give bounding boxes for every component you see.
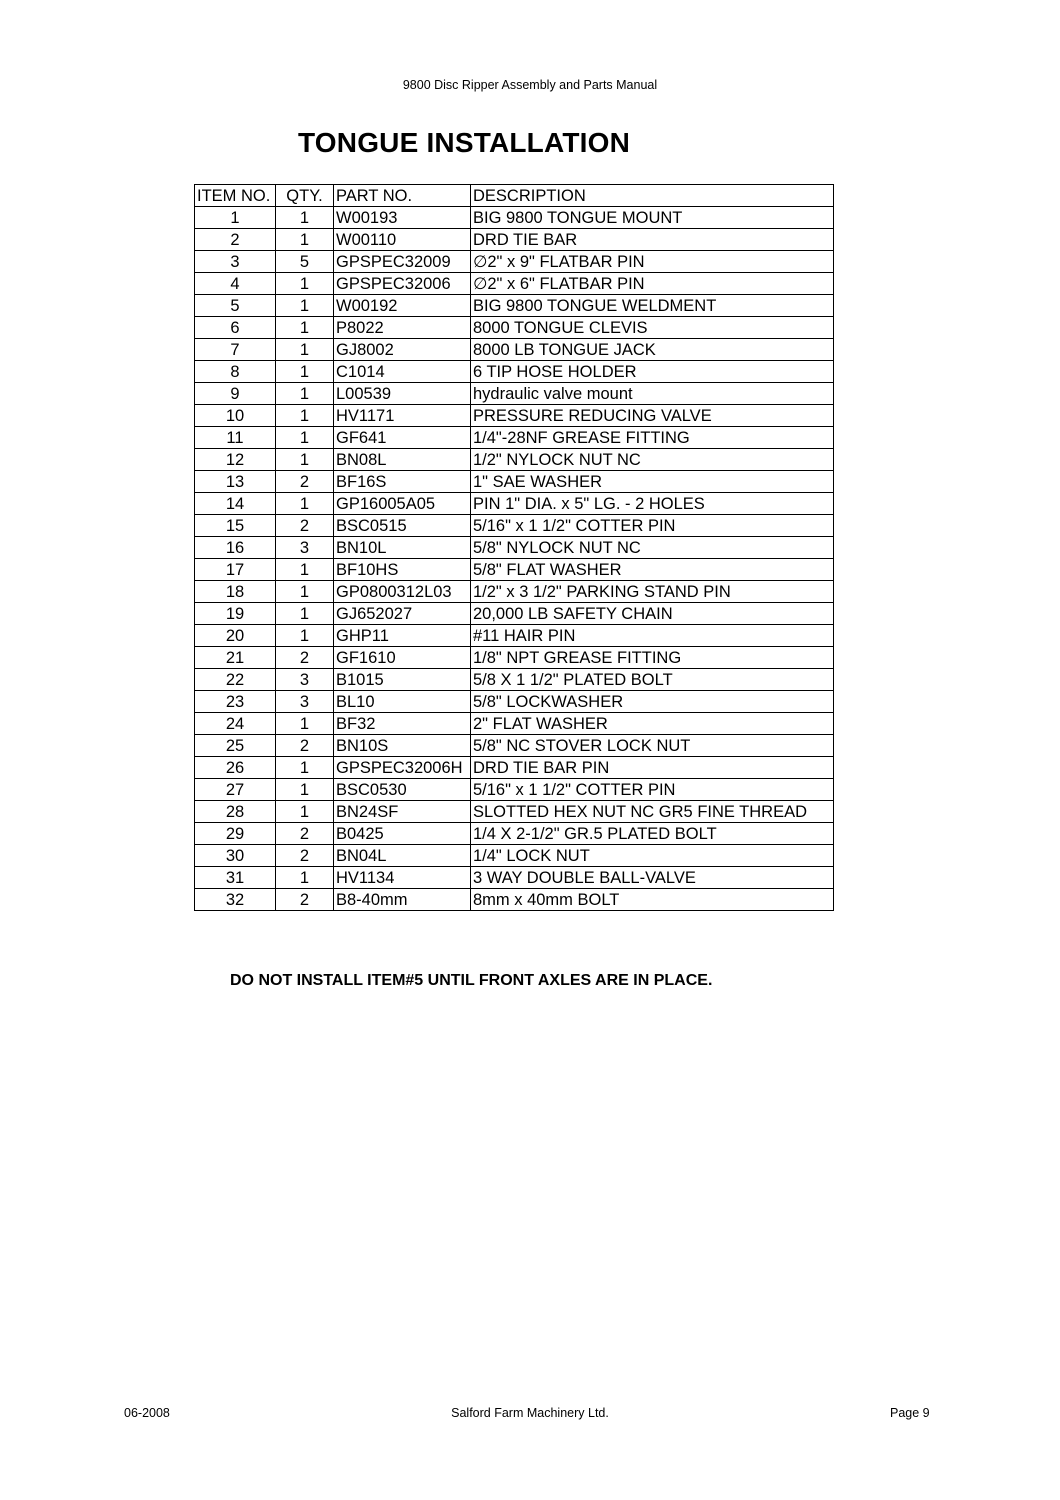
qty-cell: 2 (276, 471, 334, 493)
description-cell: PIN 1" DIA. x 5" LG. - 2 HOLES (471, 493, 834, 515)
table-row (195, 515, 834, 537)
part-no-cell: GP0800312L03 (334, 581, 471, 603)
description-cell: 5/8" FLAT WASHER (471, 559, 834, 581)
column-header-part-no: PART NO. (334, 185, 471, 207)
table-row (195, 559, 834, 581)
description-cell: 1/4 X 2-1/2" GR.5 PLATED BOLT (471, 823, 834, 845)
qty-cell: 3 (276, 691, 334, 713)
part-no-cell: GJ652027 (334, 603, 471, 625)
item-no-cell: 20 (195, 625, 276, 647)
part-no-cell: W00110 (334, 229, 471, 251)
table-row (195, 779, 834, 801)
item-no-cell: 5 (195, 295, 276, 317)
table-row (195, 405, 834, 427)
description-cell: #11 HAIR PIN (471, 625, 834, 647)
qty-cell: 1 (276, 339, 334, 361)
part-no-cell: BF10HS (334, 559, 471, 581)
item-no-cell: 30 (195, 845, 276, 867)
qty-cell: 1 (276, 383, 334, 405)
description-cell: 1/4"-28NF GREASE FITTING (471, 427, 834, 449)
part-no-cell: GPSPEC32006 (334, 273, 471, 295)
table-row (195, 669, 834, 691)
part-no-cell: GF1610 (334, 647, 471, 669)
table-row (195, 691, 834, 713)
description-cell: SLOTTED HEX NUT NC GR5 FINE THREAD (471, 801, 834, 823)
footer-date: 06-2008 (124, 1406, 170, 1420)
qty-cell: 2 (276, 845, 334, 867)
item-no-cell: 9 (195, 383, 276, 405)
item-no-cell: 19 (195, 603, 276, 625)
qty-cell: 2 (276, 889, 334, 911)
part-no-cell: BSC0515 (334, 515, 471, 537)
description-cell: 1/4" LOCK NUT (471, 845, 834, 867)
qty-cell: 5 (276, 251, 334, 273)
description-cell: 5/8 X 1 1/2" PLATED BOLT (471, 669, 834, 691)
part-no-cell: GPSPEC32009 (334, 251, 471, 273)
item-no-cell: 28 (195, 801, 276, 823)
qty-cell: 3 (276, 669, 334, 691)
item-no-cell: 1 (195, 207, 276, 229)
description-cell: BIG 9800 TONGUE MOUNT (471, 207, 834, 229)
description-cell: 1" SAE WASHER (471, 471, 834, 493)
description-cell: 5/8" NC STOVER LOCK NUT (471, 735, 834, 757)
item-no-cell: 17 (195, 559, 276, 581)
item-no-cell: 22 (195, 669, 276, 691)
qty-cell: 1 (276, 295, 334, 317)
table-row (195, 581, 834, 603)
item-no-cell: 15 (195, 515, 276, 537)
table-row (195, 625, 834, 647)
description-cell: 2" FLAT WASHER (471, 713, 834, 735)
table-row (195, 801, 834, 823)
column-header-item-no: ITEM NO. (195, 185, 276, 207)
item-no-cell: 23 (195, 691, 276, 713)
description-cell: PRESSURE REDUCING VALVE (471, 405, 834, 427)
description-cell: 8000 LB TONGUE JACK (471, 339, 834, 361)
qty-cell: 1 (276, 361, 334, 383)
table-row (195, 295, 834, 317)
qty-cell: 1 (276, 427, 334, 449)
item-no-cell: 27 (195, 779, 276, 801)
item-no-cell: 2 (195, 229, 276, 251)
table-row (195, 735, 834, 757)
table-row (195, 647, 834, 669)
table-row (195, 361, 834, 383)
item-no-cell: 14 (195, 493, 276, 515)
table-row (195, 207, 834, 229)
item-no-cell: 4 (195, 273, 276, 295)
parts-table (194, 184, 834, 911)
part-no-cell: BF32 (334, 713, 471, 735)
qty-cell: 2 (276, 823, 334, 845)
column-header-qty: QTY. (276, 185, 334, 207)
item-no-cell: 3 (195, 251, 276, 273)
part-no-cell: GPSPEC32006H (334, 757, 471, 779)
qty-cell: 1 (276, 779, 334, 801)
qty-cell: 1 (276, 603, 334, 625)
description-cell: 3 WAY DOUBLE BALL-VALVE (471, 867, 834, 889)
part-no-cell: HV1134 (334, 867, 471, 889)
column-header-description: DESCRIPTION (471, 185, 834, 207)
item-no-cell: 25 (195, 735, 276, 757)
part-no-cell: BSC0530 (334, 779, 471, 801)
qty-cell: 1 (276, 581, 334, 603)
description-cell: DRD TIE BAR PIN (471, 757, 834, 779)
part-no-cell: BN10L (334, 537, 471, 559)
description-cell: 1/2" NYLOCK NUT NC (471, 449, 834, 471)
table-row (195, 383, 834, 405)
qty-cell: 1 (276, 801, 334, 823)
part-no-cell: HV1171 (334, 405, 471, 427)
item-no-cell: 11 (195, 427, 276, 449)
table-row (195, 449, 834, 471)
table-row (195, 493, 834, 515)
part-no-cell: GJ8002 (334, 339, 471, 361)
item-no-cell: 26 (195, 757, 276, 779)
table-row (195, 845, 834, 867)
description-cell: 5/8" NYLOCK NUT NC (471, 537, 834, 559)
part-no-cell: L00539 (334, 383, 471, 405)
part-no-cell: BN10S (334, 735, 471, 757)
description-cell: 8mm x 40mm BOLT (471, 889, 834, 911)
qty-cell: 1 (276, 493, 334, 515)
parts-table-body (195, 207, 834, 911)
part-no-cell: W00192 (334, 295, 471, 317)
qty-cell: 1 (276, 273, 334, 295)
item-no-cell: 12 (195, 449, 276, 471)
description-cell: 5/8" LOCKWASHER (471, 691, 834, 713)
qty-cell: 2 (276, 647, 334, 669)
part-no-cell: B0425 (334, 823, 471, 845)
description-cell: 8000 TONGUE CLEVIS (471, 317, 834, 339)
table-row (195, 317, 834, 339)
description-cell: ∅2" x 9" FLATBAR PIN (471, 251, 834, 273)
section-title: TONGUE INSTALLATION (298, 127, 631, 158)
item-no-cell: 21 (195, 647, 276, 669)
table-row (195, 867, 834, 889)
table-row (195, 251, 834, 273)
qty-cell: 1 (276, 625, 334, 647)
table-row (195, 823, 834, 845)
part-no-cell: BN24SF (334, 801, 471, 823)
footer-page-number: Page 9 (890, 1406, 930, 1420)
qty-cell: 1 (276, 867, 334, 889)
part-no-cell: BL10 (334, 691, 471, 713)
description-cell: 6 TIP HOSE HOLDER (471, 361, 834, 383)
part-no-cell: GP16005A05 (334, 493, 471, 515)
table-row (195, 229, 834, 251)
item-no-cell: 10 (195, 405, 276, 427)
table-row (195, 339, 834, 361)
qty-cell: 1 (276, 405, 334, 427)
item-no-cell: 24 (195, 713, 276, 735)
description-cell: 1/8" NPT GREASE FITTING (471, 647, 834, 669)
qty-cell: 3 (276, 537, 334, 559)
footer-company: Salford Farm Machinery Ltd. (451, 1406, 609, 1420)
qty-cell: 2 (276, 515, 334, 537)
qty-cell: 1 (276, 229, 334, 251)
item-no-cell: 29 (195, 823, 276, 845)
item-no-cell: 8 (195, 361, 276, 383)
description-cell: 5/16" x 1 1/2" COTTER PIN (471, 515, 834, 537)
qty-cell: 1 (276, 207, 334, 229)
qty-cell: 1 (276, 757, 334, 779)
table-row (195, 471, 834, 493)
part-no-cell: BN08L (334, 449, 471, 471)
description-cell: BIG 9800 TONGUE WELDMENT (471, 295, 834, 317)
item-no-cell: 16 (195, 537, 276, 559)
description-cell: 20,000 LB SAFETY CHAIN (471, 603, 834, 625)
description-cell: 5/16" x 1 1/2" COTTER PIN (471, 779, 834, 801)
table-row (195, 603, 834, 625)
qty-cell: 1 (276, 713, 334, 735)
item-no-cell: 6 (195, 317, 276, 339)
qty-cell: 2 (276, 735, 334, 757)
item-no-cell: 18 (195, 581, 276, 603)
item-no-cell: 31 (195, 867, 276, 889)
part-no-cell: B1015 (334, 669, 471, 691)
table-row (195, 427, 834, 449)
item-no-cell: 7 (195, 339, 276, 361)
qty-cell: 1 (276, 317, 334, 339)
part-no-cell: P8022 (334, 317, 471, 339)
description-cell: ∅2" x 6" FLATBAR PIN (471, 273, 834, 295)
table-header-row (195, 185, 834, 207)
table-row (195, 757, 834, 779)
table-row (195, 713, 834, 735)
item-no-cell: 32 (195, 889, 276, 911)
table-row (195, 537, 834, 559)
description-cell: hydraulic valve mount (471, 383, 834, 405)
part-no-cell: B8-40mm (334, 889, 471, 911)
description-cell: DRD TIE BAR (471, 229, 834, 251)
manual-header: 9800 Disc Ripper Assembly and Parts Manual (402, 78, 658, 92)
part-no-cell: C1014 (334, 361, 471, 383)
part-no-cell: BF16S (334, 471, 471, 493)
qty-cell: 1 (276, 559, 334, 581)
qty-cell: 1 (276, 449, 334, 471)
item-no-cell: 13 (195, 471, 276, 493)
part-no-cell: GF641 (334, 427, 471, 449)
part-no-cell: GHP11 (334, 625, 471, 647)
table-row (195, 273, 834, 295)
installation-note: DO NOT INSTALL ITEM#5 UNTIL FRONT AXLES ARE IN PLACE. (230, 972, 713, 989)
part-no-cell: BN04L (334, 845, 471, 867)
table-row (195, 889, 834, 911)
description-cell: 1/2" x 3 1/2" PARKING STAND PIN (471, 581, 834, 603)
part-no-cell: W00193 (334, 207, 471, 229)
